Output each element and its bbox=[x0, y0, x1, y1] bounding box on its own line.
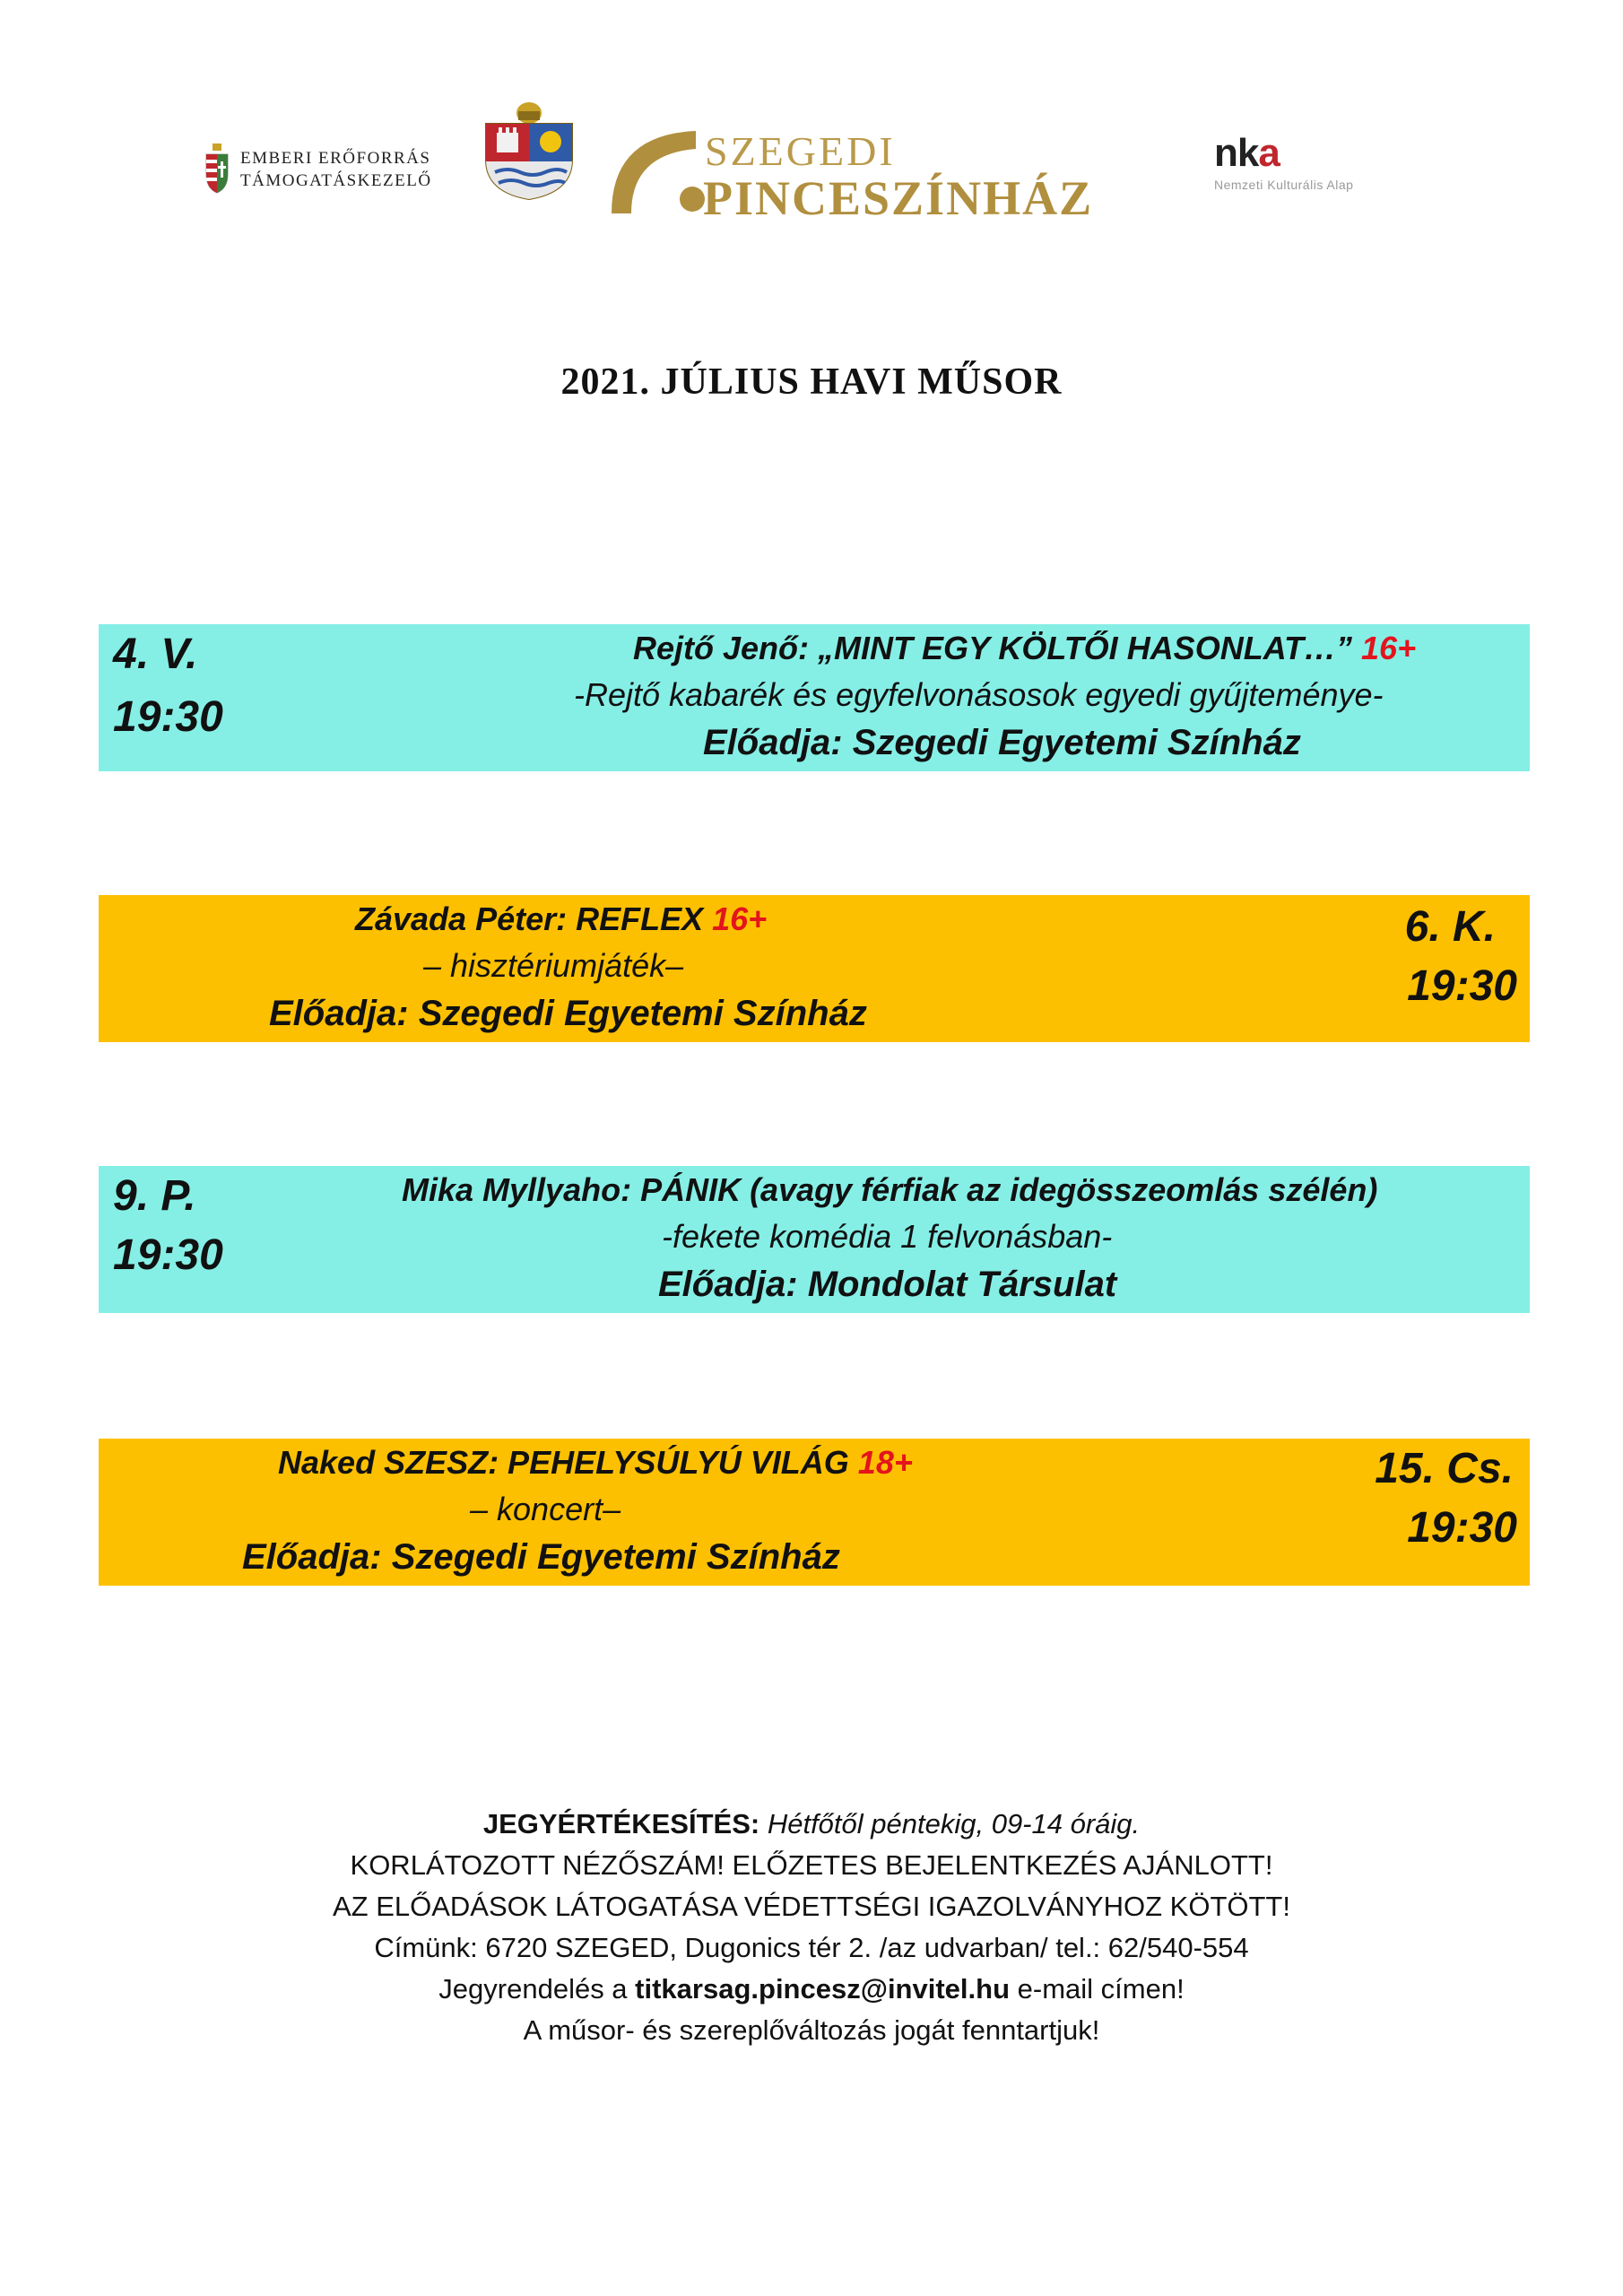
nka-mark-a: a bbox=[1258, 131, 1280, 175]
footer-address: Címünk: 6720 SZEGED, Dugonics tér 2. /az udvarban/ tel.: 62/540-554 bbox=[374, 1932, 1249, 1963]
szeged-city-crest-icon bbox=[477, 97, 581, 201]
theatre-logo-line1: SZEGEDI bbox=[705, 128, 896, 174]
event-day: 15. Cs. bbox=[1375, 1445, 1514, 1492]
event-title bbox=[633, 630, 1416, 667]
nka-mark bbox=[1214, 131, 1280, 176]
event-day: 4. V. bbox=[113, 631, 198, 678]
footer-booking-email[interactable]: titkarsag.pincesz@invitel.hu bbox=[635, 1973, 1011, 2005]
footer-limited: KORLÁTOZOTT NÉZŐSZÁM! ELŐZETES BEJELENTKEZÉS AJÁNLOTT! bbox=[350, 1849, 1273, 1881]
nka-mark-k: k bbox=[1237, 131, 1259, 175]
footer-tickets-hours: Hétfőtől péntekig, 09-14 óráig. bbox=[767, 1808, 1141, 1839]
event-subtitle: – hisztériumjáték– bbox=[423, 947, 684, 984]
event-title bbox=[402, 1171, 1377, 1209]
event-time: 19:30 bbox=[113, 1231, 223, 1279]
footer-tickets-label: JEGYÉRTÉKESÍTÉS: bbox=[482, 1808, 760, 1839]
event-band-1 bbox=[99, 624, 1530, 771]
event-band-2 bbox=[99, 895, 1530, 1042]
emberi-eroforras-logo bbox=[204, 144, 438, 197]
footer-rights: A műsor- és szereplőváltozás jogát fenntartjuk! bbox=[523, 2014, 1100, 2046]
event-time: 19:30 bbox=[1407, 1504, 1517, 1552]
footer-tickets bbox=[0, 1808, 1623, 1840]
age-rating-badge: 16+ bbox=[712, 900, 768, 937]
event-day: 6. K. bbox=[1404, 903, 1496, 951]
event-subtitle: -fekete komédia 1 felvonásban- bbox=[662, 1218, 1113, 1255]
footer-booking-suffix: e-mail címen! bbox=[1017, 1973, 1185, 2005]
footer-booking-prefix: Jegyrendelés a bbox=[438, 1973, 628, 2005]
footer-certificate: AZ ELŐADÁSOK LÁTOGATÁSA VÉDETTSÉGI IGAZOLVÁNYHOZ KÖTÖTT! bbox=[332, 1891, 1290, 1922]
emberi-logo-line1: EMBERI ERŐFORRÁS bbox=[240, 149, 431, 168]
event-title-text: Rejtő Jenő: „MINT EGY KÖLTŐI HASONLAT…” bbox=[633, 630, 1353, 666]
event-performer: Előadja: Szegedi Egyetemi Színház bbox=[242, 1537, 840, 1577]
age-rating-badge: 16+ bbox=[1361, 630, 1417, 666]
page-title: 2021. JÚLIUS HAVI MŰSOR bbox=[560, 361, 1063, 403]
emberi-logo-line2: TÁMOGATÁSKEZELŐ bbox=[240, 171, 432, 190]
nka-mark-n: n bbox=[1214, 131, 1237, 175]
event-time: 19:30 bbox=[113, 693, 223, 741]
hungarian-coat-of-arms-icon bbox=[204, 144, 230, 194]
event-band-3 bbox=[99, 1166, 1530, 1313]
event-title-text: Naked SZESZ: PEHELYSÚLYÚ VILÁG bbox=[278, 1444, 849, 1481]
event-band-4 bbox=[99, 1439, 1530, 1586]
event-performer: Előadja: Szegedi Egyetemi Színház bbox=[269, 994, 867, 1033]
footer-booking bbox=[0, 1973, 1623, 2005]
theatre-arc-icon bbox=[606, 124, 705, 222]
theatre-logo-line2: PINCESZÍNHÁZ bbox=[703, 171, 1094, 225]
event-performer: Előadja: Mondolat Társulat bbox=[658, 1265, 1117, 1304]
event-subtitle: – koncert– bbox=[470, 1491, 621, 1527]
event-performer: Előadja: Szegedi Egyetemi Színház bbox=[703, 723, 1301, 762]
event-title-text: Mika Myllyaho: PÁNIK (avagy férfiak az idegösszeomlás szélén) bbox=[402, 1171, 1378, 1208]
nka-subtitle: Nemzeti Kulturális Alap bbox=[1214, 178, 1354, 192]
event-subtitle: -Rejtő kabarék és egyfelvonásosok egyedi gyűjteménye- bbox=[574, 676, 1384, 713]
event-title bbox=[278, 1444, 913, 1482]
szegedi-pinceszinhaz-logo bbox=[606, 124, 1094, 225]
event-day: 9. P. bbox=[113, 1172, 196, 1220]
event-time: 19:30 bbox=[1407, 962, 1517, 1010]
event-title-text: Závada Péter: REFLEX bbox=[355, 900, 704, 937]
nka-logo bbox=[1214, 131, 1429, 190]
event-title bbox=[355, 900, 767, 938]
age-rating-badge: 18+ bbox=[857, 1444, 913, 1481]
